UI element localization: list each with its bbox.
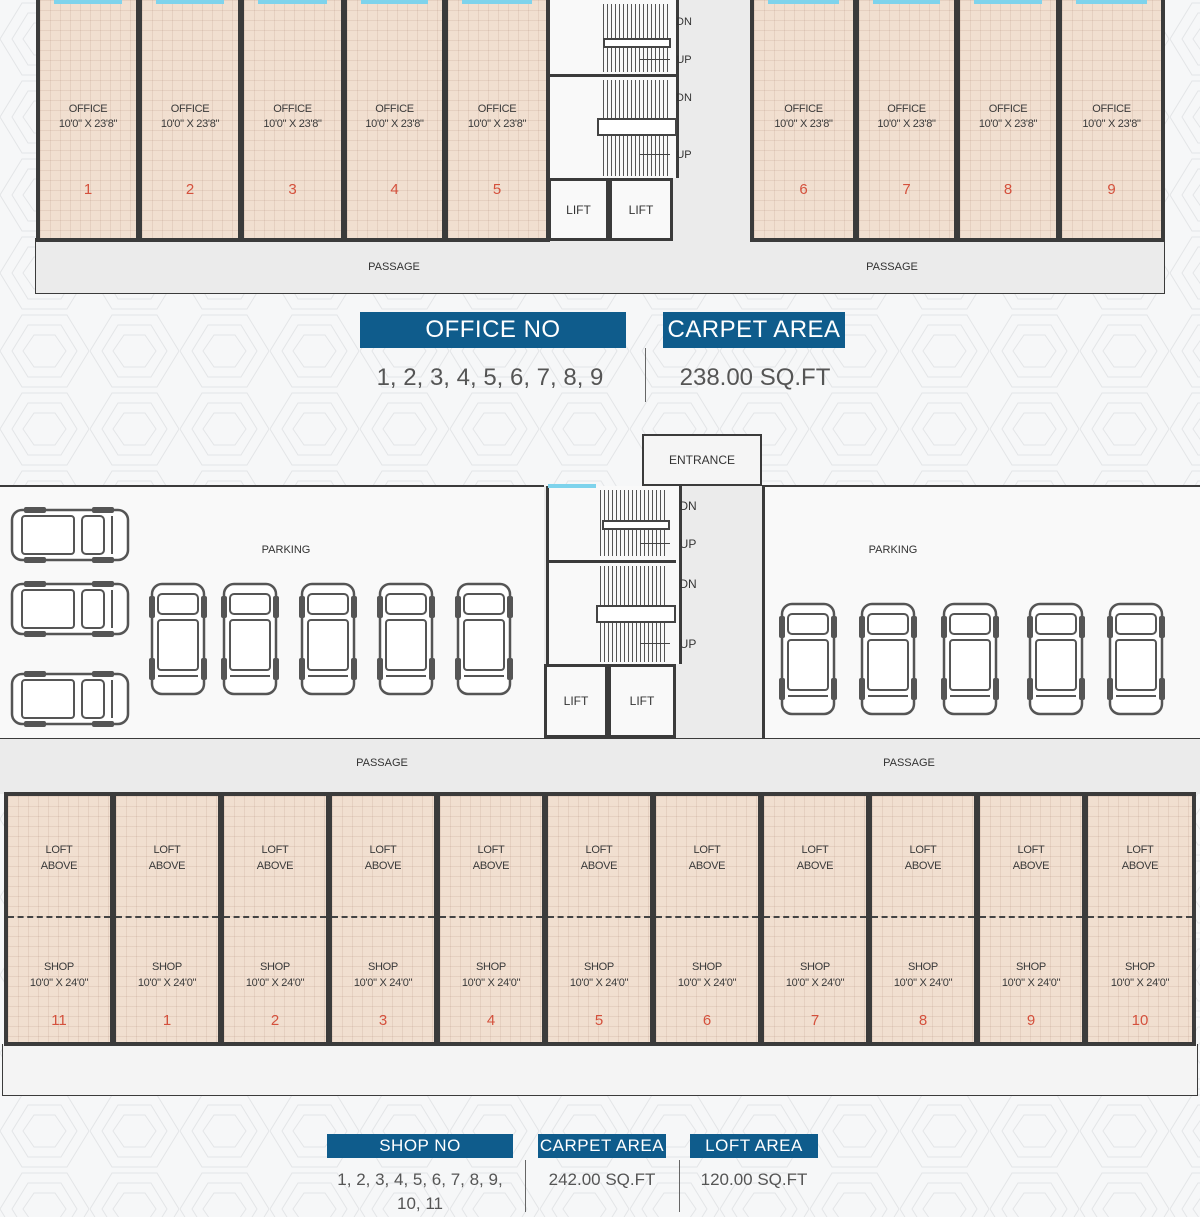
office-carpet-area-header: CARPET AREA <box>663 312 845 348</box>
office-label: OFFICE <box>887 103 926 115</box>
loft-above-label: ABOVE <box>580 860 618 872</box>
window-glazing <box>361 0 428 4</box>
shop-label: SHOP <box>152 961 182 973</box>
up-arrow-icon <box>640 543 670 544</box>
office-label: OFFICE <box>784 103 823 115</box>
office-label: OFFICE <box>273 103 312 115</box>
loft-dashed-line <box>872 916 974 918</box>
shop-number: 4 <box>486 1012 496 1029</box>
upper-stair-dn-1: DN <box>676 16 692 28</box>
parked-car-icon <box>298 580 358 703</box>
loft-dashed-line <box>656 916 758 918</box>
office-summary-divider <box>645 348 646 402</box>
shop-size: 10'0" X 24'0" <box>677 977 737 989</box>
shop-room-7 <box>760 792 870 1046</box>
office-number: 4 <box>390 181 399 198</box>
loft-dashed-line <box>224 916 326 918</box>
parked-car-icon <box>8 580 132 643</box>
loft-label: LOFT <box>261 844 289 856</box>
lower-stair-dn-1: DN <box>679 499 697 513</box>
office-number: 2 <box>185 181 195 198</box>
parked-car-icon <box>778 600 838 723</box>
shop-frontage <box>2 1044 1198 1096</box>
office-room-7 <box>855 0 958 242</box>
office-room-3 <box>240 0 345 242</box>
loft-label: LOFT <box>369 844 397 856</box>
lower-lift-2: LIFT <box>608 664 676 738</box>
shop-number: 2 <box>270 1012 280 1029</box>
shop-label: SHOP <box>1125 961 1155 973</box>
loft-above-label: ABOVE <box>1121 860 1159 872</box>
parked-car-icon <box>376 580 436 703</box>
window-glazing <box>462 0 532 4</box>
lower-stair-up-1: UP <box>679 537 697 551</box>
lower-stair-up-2: UP <box>679 637 697 651</box>
shop-size: 10'0" X 24'0" <box>29 977 89 989</box>
office-size: 10'0" X 23'8" <box>1082 118 1141 130</box>
shop-room-2 <box>220 792 330 1046</box>
shop-size: 10'0" X 24'0" <box>569 977 629 989</box>
window-glazing <box>974 0 1042 4</box>
parked-car-icon <box>148 580 208 703</box>
shop-number: 7 <box>810 1012 820 1029</box>
shop-number: 1 <box>162 1012 172 1029</box>
lower-stair-dn-2: DN <box>679 577 697 591</box>
loft-above-label: ABOVE <box>904 860 942 872</box>
parked-car-icon <box>858 600 918 723</box>
shop-summary-divider-2 <box>679 1160 680 1212</box>
parked-car-icon <box>454 580 514 703</box>
loft-above-label: ABOVE <box>256 860 294 872</box>
shop-label: SHOP <box>368 961 398 973</box>
window-glazing <box>258 0 327 4</box>
upper-passage-right-label: PASSAGE <box>866 261 918 273</box>
loft-above-label: ABOVE <box>148 860 186 872</box>
loft-dashed-line <box>332 916 434 918</box>
shop-size: 10'0" X 24'0" <box>353 977 413 989</box>
lower-passage-right-label: PASSAGE <box>883 757 935 769</box>
loft-area-value: 120.00 SQ.FT <box>700 1170 808 1189</box>
office-size: 10'0" X 23'8" <box>365 118 424 130</box>
parked-car-icon <box>220 580 280 703</box>
shop-number: 8 <box>918 1012 928 1029</box>
shop-size: 10'0" X 24'0" <box>1110 977 1170 989</box>
loft-dashed-line <box>548 916 650 918</box>
office-size: 10'0" X 23'8" <box>58 118 118 130</box>
office-number: 3 <box>288 181 297 198</box>
loft-label: LOFT <box>45 844 73 856</box>
office-size: 10'0" X 23'8" <box>877 118 936 130</box>
office-number: 1 <box>83 181 93 198</box>
shop-size: 10'0" X 24'0" <box>893 977 953 989</box>
office-no-value: 1, 2, 3, 4, 5, 6, 7, 8, 9 <box>376 364 604 391</box>
loft-label: LOFT <box>801 844 829 856</box>
shop-number: 6 <box>702 1012 712 1029</box>
loft-label: LOFT <box>909 844 937 856</box>
office-carpet-area-value: 238.00 SQ.FT <box>679 364 831 391</box>
upper-passage-area <box>35 238 1165 294</box>
shop-size: 10'0" X 24'0" <box>785 977 845 989</box>
office-number: 5 <box>492 181 502 198</box>
shop-label: SHOP <box>476 961 506 973</box>
office-label: OFFICE <box>477 103 517 115</box>
shop-room-9 <box>976 792 1086 1046</box>
upper-stair-dn-2: DN <box>676 92 692 104</box>
office-room-5 <box>444 0 550 242</box>
shop-room-1 <box>112 792 222 1046</box>
shop-number: 9 <box>1026 1012 1036 1029</box>
shop-room-11 <box>4 792 114 1046</box>
office-no-header: OFFICE NO <box>360 312 626 348</box>
shop-size: 10'0" X 24'0" <box>137 977 197 989</box>
lower-passage-area <box>0 738 1200 794</box>
window-glazing <box>54 0 122 4</box>
loft-dashed-line <box>980 916 1082 918</box>
loft-dashed-line <box>116 916 218 918</box>
loft-dashed-line <box>764 916 866 918</box>
office-size: 10'0" X 23'8" <box>263 118 322 130</box>
office-size: 10'0" X 23'8" <box>467 118 527 130</box>
shop-label: SHOP <box>800 961 830 973</box>
office-number: 8 <box>1003 181 1013 198</box>
office-label: OFFICE <box>68 103 108 115</box>
loft-above-label: ABOVE <box>472 860 510 872</box>
office-number: 6 <box>799 181 808 198</box>
lower-lift-1: LIFT <box>544 664 608 738</box>
shop-label: SHOP <box>44 961 74 973</box>
shop-room-6 <box>652 792 762 1046</box>
office-room-8 <box>956 0 1060 242</box>
parked-car-icon <box>940 600 1000 723</box>
shop-number: 11 <box>51 1012 67 1029</box>
office-label: OFFICE <box>1092 103 1131 115</box>
shop-size: 10'0" X 24'0" <box>1001 977 1061 989</box>
office-room-9 <box>1058 0 1165 242</box>
office-size: 10'0" X 23'8" <box>160 118 220 130</box>
loft-dashed-line <box>8 916 110 918</box>
office-label: OFFICE <box>170 103 210 115</box>
office-size: 10'0" X 23'8" <box>978 118 1038 130</box>
shop-label: SHOP <box>692 961 722 973</box>
loft-label: LOFT <box>1126 844 1154 856</box>
shop-label: SHOP <box>584 961 614 973</box>
shop-label: SHOP <box>1016 961 1046 973</box>
loft-above-label: ABOVE <box>1012 860 1050 872</box>
window-glazing <box>1076 0 1147 4</box>
shop-size: 10'0" X 24'0" <box>461 977 521 989</box>
shop-number: 3 <box>378 1012 388 1029</box>
shop-size: 10'0" X 24'0" <box>245 977 305 989</box>
parked-car-icon <box>1026 600 1086 723</box>
upper-stair-up-2: UP <box>676 149 692 161</box>
shop-no-value-line1: 1, 2, 3, 4, 5, 6, 7, 8, 9, <box>337 1170 503 1189</box>
shop-room-3 <box>328 792 438 1046</box>
loft-above-label: ABOVE <box>796 860 834 872</box>
window-glazing <box>873 0 940 4</box>
loft-label: LOFT <box>693 844 721 856</box>
shop-number: 5 <box>594 1012 604 1029</box>
loft-above-label: ABOVE <box>364 860 402 872</box>
shop-label: SHOP <box>260 961 290 973</box>
parked-car-icon <box>8 506 132 569</box>
shop-number: 10 <box>1131 1012 1149 1029</box>
upper-passage-left-label: PASSAGE <box>368 261 420 273</box>
shop-no-header: SHOP NO <box>327 1134 513 1158</box>
loft-above-label: ABOVE <box>40 860 78 872</box>
loft-above-label: ABOVE <box>688 860 726 872</box>
shop-carpet-area-header: CARPET AREA <box>538 1134 666 1158</box>
up-arrow-icon <box>640 59 670 60</box>
office-room-2 <box>138 0 242 242</box>
shop-carpet-area-value: 242.00 SQ.FT <box>548 1170 656 1189</box>
window-glazing <box>156 0 224 4</box>
parked-car-icon <box>1106 600 1166 723</box>
office-label: OFFICE <box>988 103 1028 115</box>
loft-dashed-line <box>440 916 542 918</box>
shop-room-8 <box>868 792 978 1046</box>
loft-label: LOFT <box>585 844 613 856</box>
office-number: 7 <box>902 181 911 198</box>
office-room-1 <box>36 0 140 242</box>
up-arrow-icon <box>640 643 670 644</box>
shop-room-10 <box>1084 792 1196 1046</box>
upper-lift-2: LIFT <box>609 178 673 241</box>
loft-label: LOFT <box>153 844 181 856</box>
window-glazing <box>768 0 839 4</box>
up-arrow-icon <box>640 154 670 155</box>
shop-room-5 <box>544 792 654 1046</box>
parking-label-right: PARKING <box>868 544 918 556</box>
loft-area-header: LOFT AREA <box>690 1134 818 1158</box>
loft-dashed-line <box>1088 916 1192 918</box>
upper-lift-1: LIFT <box>548 178 609 241</box>
office-room-4 <box>343 0 446 242</box>
office-label: OFFICE <box>375 103 414 115</box>
upper-stair-up-1: UP <box>676 54 692 66</box>
loft-label: LOFT <box>477 844 505 856</box>
shop-label: SHOP <box>908 961 938 973</box>
shop-summary-divider-1 <box>525 1160 526 1212</box>
office-size: 10'0" X 23'8" <box>774 118 833 130</box>
parking-label-left: PARKING <box>261 544 311 556</box>
lower-passage-left-label: PASSAGE <box>356 757 408 769</box>
shop-room-4 <box>436 792 546 1046</box>
office-number: 9 <box>1107 181 1116 198</box>
parked-car-icon <box>8 670 132 733</box>
loft-label: LOFT <box>1017 844 1045 856</box>
lower-glazing <box>548 484 596 488</box>
entrance: ENTRANCE <box>642 434 762 486</box>
shop-no-value-line2: 10, 11 <box>396 1194 443 1213</box>
office-room-6 <box>750 0 857 242</box>
